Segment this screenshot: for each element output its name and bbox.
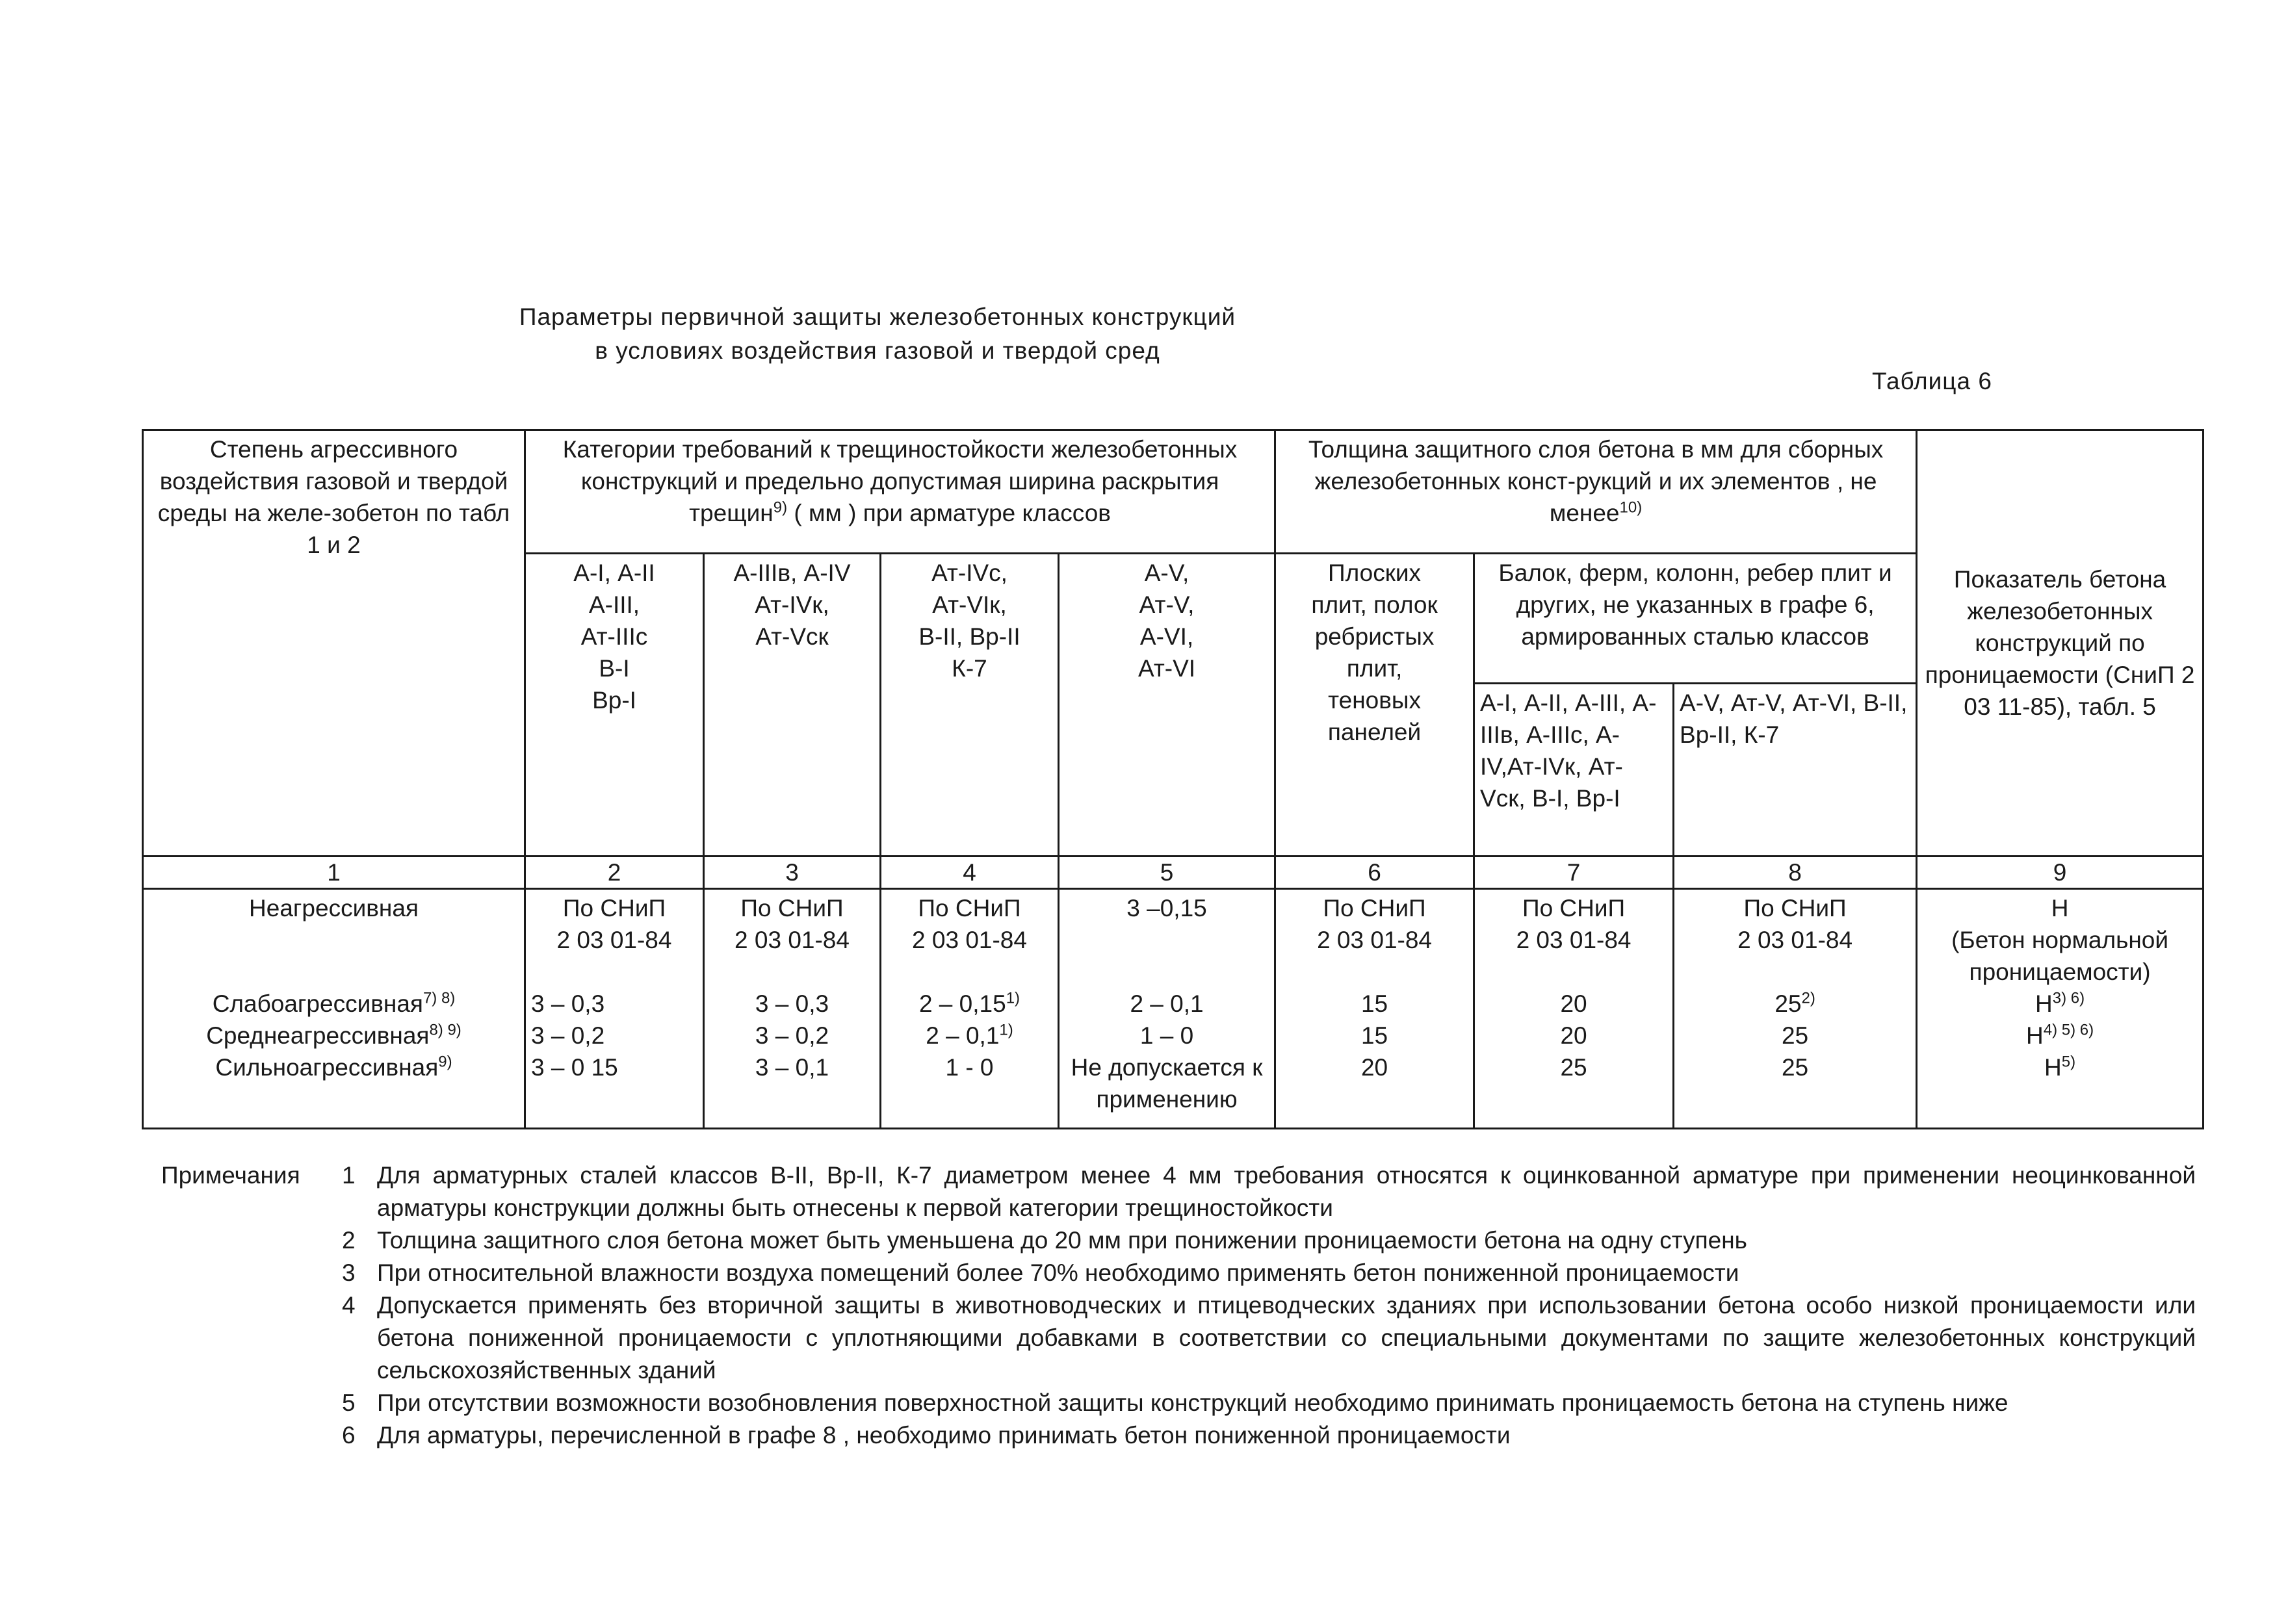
title-line-1: Параметры первичной защиты железобетонных конструкций — [519, 303, 1236, 330]
cell-value: 15 — [1360, 990, 1388, 1017]
cell-value: По СНиП — [1743, 895, 1847, 922]
column-number: 7 — [1474, 857, 1674, 889]
header-crack-resistance-group: Категории требований к трещиностойкости железобетонных конструкций и предельно допустимая ширина раскрытия трещин$^{9)}$ ( мм ) при арматуре классов — [525, 430, 1275, 554]
header-beams-group: Балок, ферм, колонн, ребер плит и других, не указанных в графе 6, армированных сталью классов — [1474, 554, 1917, 684]
cell-value: 2 – 0,15$^{1)}$ — [918, 989, 1020, 1017]
cell-value: 1 - 0 — [945, 1054, 994, 1081]
cell-value: Не допускается к применению — [1071, 1054, 1263, 1113]
cell-value: 3 – 0,3 — [531, 990, 605, 1017]
header-concrete-permeability: Показатель бетона железобетонных конструкций по проницаемости (СниП 2 03 11-85), табл. 5 — [1917, 430, 2204, 857]
header-col-7-classes: А-I, А-II, А-III, А-IIIв, А-IIIc, А-IV,Ат-IVк, Ат-Vск, В-I, Вр-I — [1474, 684, 1674, 857]
column-number: 8 — [1674, 857, 1917, 889]
column-number: 5 — [1059, 857, 1275, 889]
cell-value: $Н^{3) 6)}$ — [2035, 989, 2085, 1017]
col-5-values — [1059, 889, 1275, 1129]
col-2-values — [525, 889, 704, 1129]
cell-value: (Бетон нормальной проницаемости) — [1951, 927, 2169, 985]
cell-value: 3 –0,15 — [1126, 895, 1207, 922]
cell-value: $Н^{4) 5) 6)}$ — [2026, 1021, 2094, 1049]
cell-value: По СНиП — [1323, 895, 1426, 922]
degree-medium: Среднеагрессивная$^{8) 9)}$ — [206, 1021, 462, 1049]
degree-strong: Сильноагрессивная$^{9)}$ — [215, 1053, 452, 1081]
header-col-5-classes: А-V, Ат-V, А-VI, Ат-VI — [1059, 554, 1275, 857]
cell-value: 25 — [1781, 1022, 1809, 1049]
cell-value: 20 — [1360, 1054, 1388, 1081]
column-number: 6 — [1275, 857, 1474, 889]
header-cover-thickness-group: Толщина защитного слоя бетона в мм для сборных железобетонных конст-рукций и их элементов , не менее$^{10)}$ — [1275, 430, 1917, 554]
cell-value: 3 – 0,1 — [755, 1054, 829, 1081]
cell-value: 3 – 0,3 — [755, 990, 829, 1017]
cell-value: 15 — [1360, 1022, 1388, 1049]
cell-value: По СНиП — [562, 895, 666, 922]
note-item: 5 При отсутствии возможности возобновления поверхностной защиты конструкций необходимо принимать проницаемость бетона на ступень ниже — [342, 1389, 2008, 1416]
degree-non-aggressive: Неагрессивная — [249, 895, 419, 922]
cell-value: По СНиП — [918, 895, 1021, 922]
degree-column — [143, 889, 525, 1129]
header-col-2-classes: А-I, А-II А-III, Ат-IIIc В-I Вр-I — [525, 554, 704, 857]
column-number: 1 — [143, 857, 525, 889]
col-6-values — [1275, 889, 1474, 1129]
cell-value: $Н^{5)}$ — [2044, 1053, 2076, 1081]
col-7-values — [1474, 889, 1674, 1129]
note-item: 4 Допускается применять без вторичной защиты в животноводческих и птицеводческих зданиях при использовании бетона особо низкой проницаемости или бетона пониженной проницаемости с уплотняющими добавками в соответствии со специальными документами по защите железобетонных конструкций сельскохозяйственных зданий — [342, 1292, 2196, 1384]
header-col-8-classes: А-V, Ат-V, Ат-VI, В-II, Вр-II, К-7 — [1674, 684, 1917, 857]
cell-value: 20 — [1560, 990, 1587, 1017]
cell-value: 3 – 0 15 — [531, 1054, 618, 1081]
cell-value: 2 03 01-84 — [1737, 927, 1853, 953]
cell-value: 25 — [1560, 1054, 1587, 1081]
column-number: 4 — [881, 857, 1059, 889]
column-number: 9 — [1917, 857, 2204, 889]
header-col-6-slabs: Плоских плит, полок ребристых плит, теновых панелей — [1275, 554, 1474, 857]
cell-value: По СНиП — [740, 895, 844, 922]
protection-parameters-table — [142, 429, 2204, 1129]
table-number-label: Таблица 6 — [1872, 368, 1992, 394]
cell-value: 20 — [1560, 1022, 1587, 1049]
col-4-values — [881, 889, 1059, 1129]
header-col-4-classes: Ат-IVc, Ат-VIк, В-II, Вр-II К-7 — [881, 554, 1059, 857]
note-item: 6 Для арматуры, перечисленной в графе 8 , необходимо принимать бетон пониженной проницаемости — [342, 1422, 1511, 1449]
cell-value: 2 – 0,1 — [1130, 990, 1204, 1017]
column-number-row — [143, 857, 2204, 889]
cell-value: 3 – 0,2 — [755, 1022, 829, 1049]
header-aggressiveness-degree: Степень агрессивного воздействия газовой и твердой среды на желе-зобетон по табл 1 и 2 — [143, 430, 525, 857]
col-3-values — [704, 889, 881, 1129]
title-line-2: в условиях воздействия газовой и твердой сред — [595, 337, 1160, 364]
cell-value: 2 03 01-84 — [1317, 927, 1433, 953]
degree-weak: Слабоагрессивная$^{7) 8)}$ — [212, 989, 456, 1017]
column-number: 2 — [525, 857, 704, 889]
notes-list — [342, 1159, 2196, 1452]
header-col-3-classes: А-IIIв, А-IV Ат-IVк, Ат-Vск — [704, 554, 881, 857]
col-9-values — [1917, 889, 2204, 1129]
data-row — [143, 889, 2204, 1129]
cell-value: По СНиП — [1522, 895, 1626, 922]
cell-value: 2 03 01-84 — [912, 927, 1027, 953]
cell-value: 2 03 01-84 — [734, 927, 850, 953]
cell-value: 2 03 01-84 — [556, 927, 672, 953]
cell-value: 25$^{2)}$ — [1774, 989, 1815, 1017]
cell-value: 2 03 01-84 — [1516, 927, 1632, 953]
cell-value: 3 – 0,2 — [531, 1022, 605, 1049]
col-8-values — [1674, 889, 1917, 1129]
cell-value: 25 — [1781, 1054, 1809, 1081]
note-item: 2 Толщина защитного слоя бетона может быть уменьшена до 20 мм при понижении проницаемости бетона на одну ступень — [342, 1227, 1747, 1254]
cell-value: 2 – 0,1$^{1)}$ — [926, 1021, 1013, 1049]
cell-value: 1 – 0 — [1139, 1022, 1194, 1049]
notes-heading: Примечания — [161, 1162, 300, 1189]
document-title — [0, 300, 1755, 368]
note-item: 1 Для арматурных сталей классов В-II, Вр-II, К-7 диаметром менее 4 мм требования относятся к оцинкованной арматуре при применении неоцинкованной арматуры конструкции должны быть отнесены к первой категории трещиностойкости — [342, 1162, 2196, 1221]
column-number: 3 — [704, 857, 881, 889]
note-item: 3 При относительной влажности воздуха помещений более 70% необходимо применять бетон пониженной проницаемости — [342, 1259, 1739, 1286]
cell-value: Н — [2051, 895, 2069, 922]
